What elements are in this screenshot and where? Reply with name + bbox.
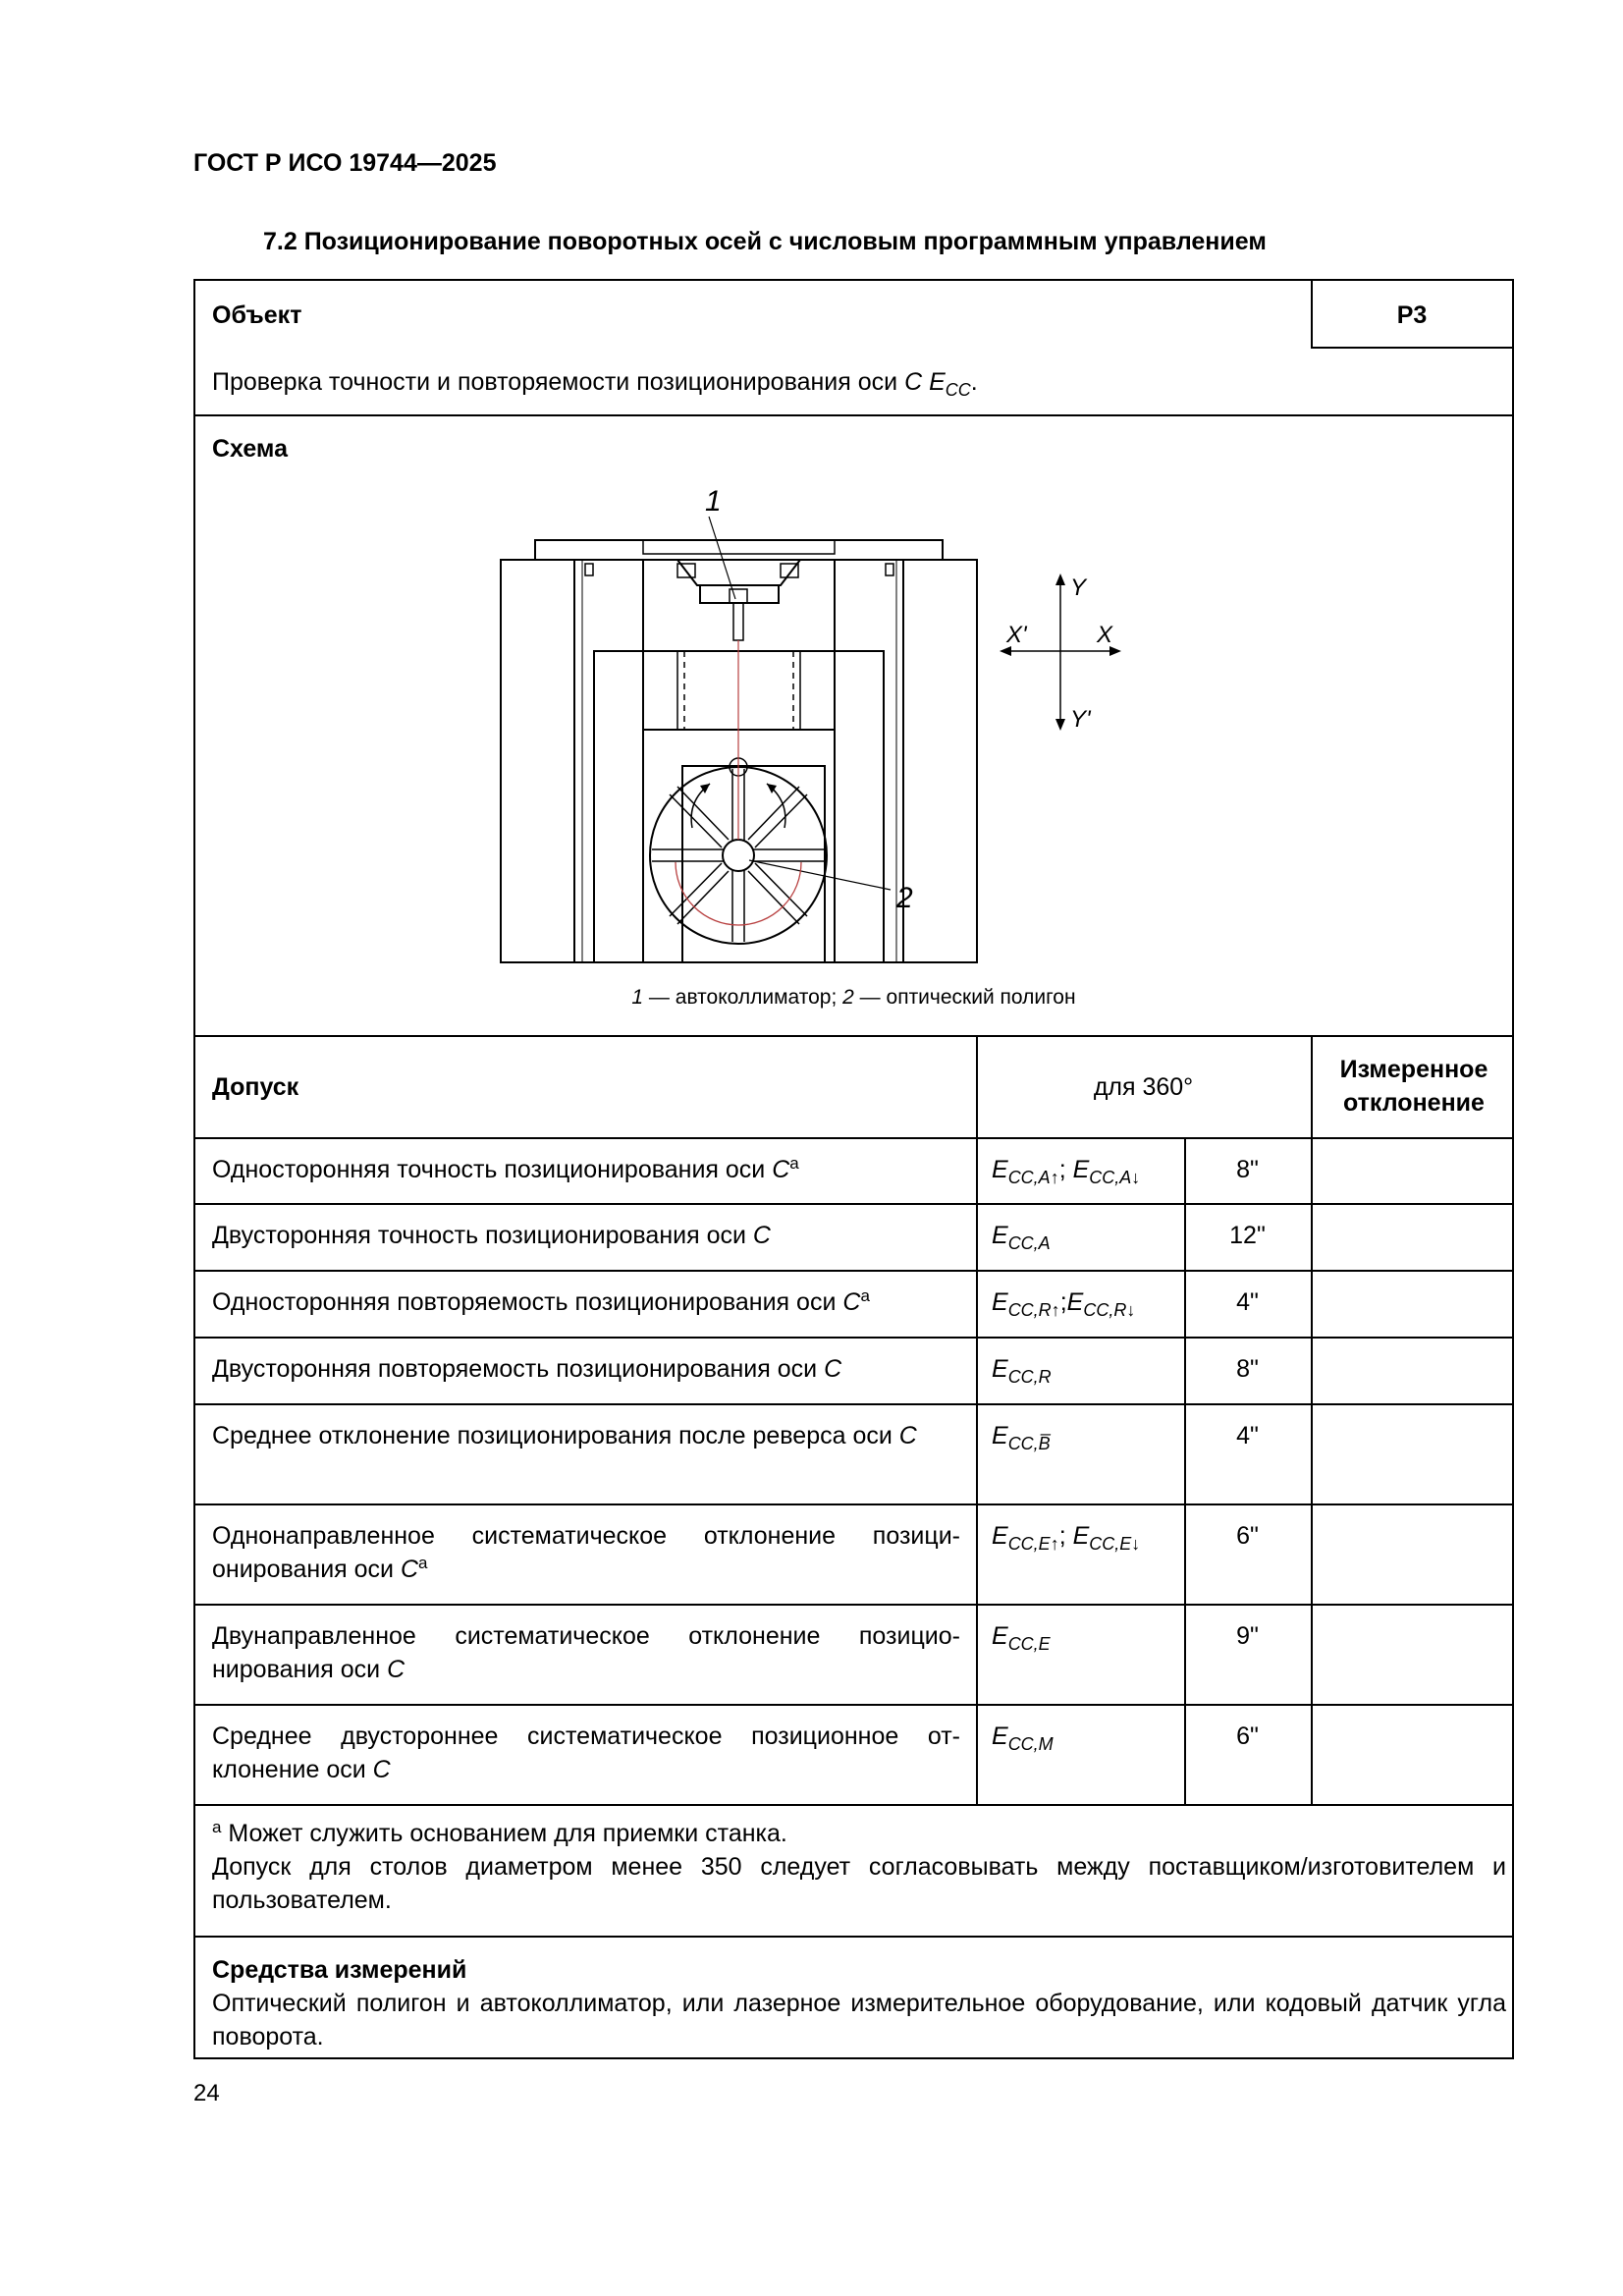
top-beam-plate — [643, 540, 835, 554]
t-slot-diag-2b — [755, 794, 807, 847]
row-symbol-1-sub: CC,A — [1007, 1233, 1051, 1253]
row-text: Двунаправленное систематическое отклонение позицио-нирования оси — [212, 1622, 960, 1683]
axis-x-label: X — [1097, 622, 1113, 648]
code-cell-bottom-rule — [1311, 347, 1513, 349]
row-text: Односторонняя повторяемость позиционирования оси — [212, 1288, 837, 1316]
row-symbol-1-sub: CC,A↑ — [1007, 1168, 1059, 1187]
row-symbol-1: E — [992, 1622, 1008, 1650]
note-a-text: Может служить основанием для приемки станка. — [221, 1820, 787, 1847]
object-description — [212, 365, 978, 399]
measured-deviation-header: Измеренное отклонение — [1339, 1056, 1488, 1117]
row-text: Среднее отклонение позиционирования после реверса оси — [212, 1422, 893, 1449]
rule-tol-header-bottom — [193, 1137, 1514, 1139]
row-symbol-1: E — [992, 1288, 1008, 1316]
schema-label: Схема — [212, 435, 288, 463]
row-symbol-2-sub: CC,A↓ — [1089, 1168, 1141, 1187]
row-tolerance-value: 4" — [1236, 1288, 1259, 1316]
tolerance-label: Допуск — [212, 1073, 299, 1101]
row-description — [212, 1285, 960, 1319]
instruments-label: Средства измерений — [212, 1956, 467, 1984]
row-axis: C — [824, 1355, 842, 1383]
row-tolerance-value: 8" — [1236, 1355, 1259, 1383]
rotation-arrow-left — [691, 784, 710, 828]
row-description — [212, 1720, 960, 1786]
row-tolerance-value: 6" — [1236, 1522, 1259, 1550]
row-symbol-1-sub: CC,E↑ — [1007, 1534, 1059, 1554]
row-symbol-sep: ; — [1059, 1288, 1067, 1316]
row-symbol-sep: ; — [1058, 1522, 1073, 1550]
t-slot-diag-4a — [748, 871, 799, 924]
row-axis: C — [772, 1156, 790, 1183]
legend-2-text: — оптический полигон — [853, 986, 1076, 1009]
rule-row-2 — [193, 1270, 1514, 1272]
row-tolerance-value: 6" — [1236, 1722, 1259, 1750]
axis-y-arrowhead — [1055, 574, 1065, 585]
autocollimator-mount — [730, 589, 747, 603]
row-tolerance-value: 8" — [1236, 1156, 1259, 1183]
row-symbol-1-sub: CC,E — [1007, 1634, 1051, 1654]
page-number: 24 — [193, 2080, 220, 2106]
row-symbol-1: E — [992, 1522, 1008, 1550]
row-symbol-1-sub: CC,R — [1007, 1367, 1052, 1387]
t-slot-diag-3a — [677, 871, 729, 924]
row-symbol-1: E — [992, 1422, 1008, 1449]
row-tolerance-value: 4" — [1236, 1422, 1259, 1449]
schema-legend — [193, 986, 1514, 1010]
document-code: ГОСТ Р ИСО 19744—2025 — [193, 149, 497, 177]
row-axis: C — [400, 1556, 419, 1583]
callout-2-leader — [749, 860, 891, 890]
object-symbol: E — [929, 368, 946, 396]
rule-col-symbol — [976, 1035, 978, 1805]
row-description — [212, 1419, 960, 1452]
rule-row-5 — [193, 1503, 1514, 1505]
optical-polygon — [723, 840, 754, 871]
row-footnote-marker: a — [418, 1554, 428, 1572]
row-description — [212, 1219, 960, 1252]
rail-clamp-right — [886, 564, 893, 575]
row-symbol-2: E — [1072, 1522, 1090, 1550]
rotation-arrow-right — [767, 784, 785, 828]
object-end: . — [970, 368, 978, 396]
note-tables: Допуск для столов диаметром менее 350 следует согласовывать между поставщиком/изготовителем и пользователем. — [212, 1853, 1506, 1914]
schema-drawing — [496, 489, 1242, 980]
t-slot-diag-1b — [670, 794, 722, 847]
rule-row-3 — [193, 1337, 1514, 1339]
t-slot-diag-1a — [677, 787, 729, 840]
note-a — [212, 1817, 1506, 1850]
row-symbol-1: E — [992, 1156, 1008, 1183]
row-symbol-2: E — [1066, 1288, 1084, 1316]
row-symbol-2: E — [1072, 1156, 1090, 1183]
axis-y-neg-label: Y' — [1070, 706, 1091, 733]
callout-1-label: 1 — [705, 489, 722, 518]
row-symbol — [992, 1619, 1051, 1653]
object-description-text: Проверка точности и повторяемости позиционирования оси — [212, 368, 898, 396]
row-description — [212, 1519, 960, 1586]
legend-1-text: — автоколлиматор; — [643, 986, 843, 1009]
spindle-nose — [700, 585, 779, 603]
row-axis: C — [842, 1288, 861, 1316]
row-symbol — [992, 1419, 1051, 1452]
row-axis: C — [387, 1656, 406, 1683]
row-symbol-2-sub: CC,R↓ — [1083, 1300, 1136, 1320]
row-tolerance-value: 9" — [1236, 1622, 1259, 1650]
axis-y-label: Y — [1070, 574, 1087, 601]
row-symbol-1-sub: CC,R↑ — [1007, 1300, 1060, 1320]
rule-schema-bottom — [193, 1035, 1514, 1037]
row-symbol-1-sub: CC,M — [1007, 1734, 1054, 1754]
rule-row-4 — [193, 1403, 1514, 1405]
row-symbol — [992, 1720, 1054, 1753]
callout-1-leader — [709, 517, 735, 599]
notes-block — [212, 1817, 1506, 1917]
rule-col-measured — [1311, 1035, 1313, 1805]
rule-row-7 — [193, 1704, 1514, 1706]
section-title: 7.2 Позиционирование поворотных осей с числовым программным управлением — [263, 228, 1267, 255]
row-symbol — [992, 1352, 1052, 1386]
row-symbol — [992, 1519, 1140, 1553]
row-description — [212, 1619, 960, 1686]
t-slot-diag-2a — [748, 787, 799, 840]
axis-y-neg-arrowhead — [1055, 719, 1065, 731]
row-symbol — [992, 1285, 1135, 1319]
instruments-block — [212, 1953, 1506, 2053]
object-label: Объект — [212, 301, 302, 329]
legend-2-number: 2 — [842, 986, 854, 1009]
rule-row-8 — [193, 1804, 1514, 1806]
rule-row-6 — [193, 1604, 1514, 1606]
top-beam — [535, 540, 943, 560]
rule-object-bottom — [193, 414, 1514, 416]
callout-2-label: 2 — [896, 882, 913, 914]
row-description — [212, 1352, 960, 1386]
row-text: Среднее двустороннее систематическое позиционное от-клонение оси — [212, 1722, 960, 1783]
object-code: P3 — [1396, 301, 1428, 329]
row-symbol-sep: ; — [1058, 1156, 1073, 1183]
row-axis: C — [752, 1222, 771, 1249]
row-axis: C — [372, 1756, 391, 1783]
axis-x-neg-label: X' — [1006, 622, 1027, 648]
rule-row-1 — [193, 1203, 1514, 1205]
row-symbol-1: E — [992, 1222, 1008, 1249]
row-text: Двусторонняя повторяемость позиционирования оси — [212, 1355, 818, 1383]
autocollimator — [733, 603, 743, 640]
row-symbol — [992, 1153, 1140, 1186]
row-description — [212, 1153, 960, 1186]
row-tolerance-value: 12" — [1229, 1222, 1266, 1249]
legend-1-number: 1 — [631, 986, 644, 1009]
row-text: Односторонняя точность позиционирования оси — [212, 1156, 766, 1183]
row-text: Однонаправленное систематическое отклонение позици-онирования оси — [212, 1522, 960, 1583]
row-symbol-2-sub: CC,E↓ — [1089, 1534, 1141, 1554]
rule-notes-bottom — [193, 1936, 1514, 1938]
row-symbol-1: E — [992, 1355, 1008, 1383]
tolerance-range: для 360° — [1093, 1073, 1194, 1101]
rail-clamp-left — [585, 564, 593, 575]
object-symbol-sub: CC — [945, 380, 971, 400]
instruments-text: Оптический полигон и автоколлиматор, или лазерное измерительное оборудование, или кодовый датчик угла поворота. — [212, 1990, 1506, 2050]
row-symbol — [992, 1219, 1051, 1252]
row-text: Двусторонняя точность позиционирования оси — [212, 1222, 746, 1249]
row-symbol-1-sub: CC,B̅ — [1007, 1434, 1051, 1453]
note-a-marker: a — [212, 1818, 222, 1836]
row-footnote-marker: a — [860, 1286, 870, 1305]
row-axis: C — [898, 1422, 917, 1449]
object-axis: C — [904, 368, 923, 396]
row-footnote-marker: a — [789, 1154, 799, 1173]
row-symbol-1: E — [992, 1722, 1008, 1750]
